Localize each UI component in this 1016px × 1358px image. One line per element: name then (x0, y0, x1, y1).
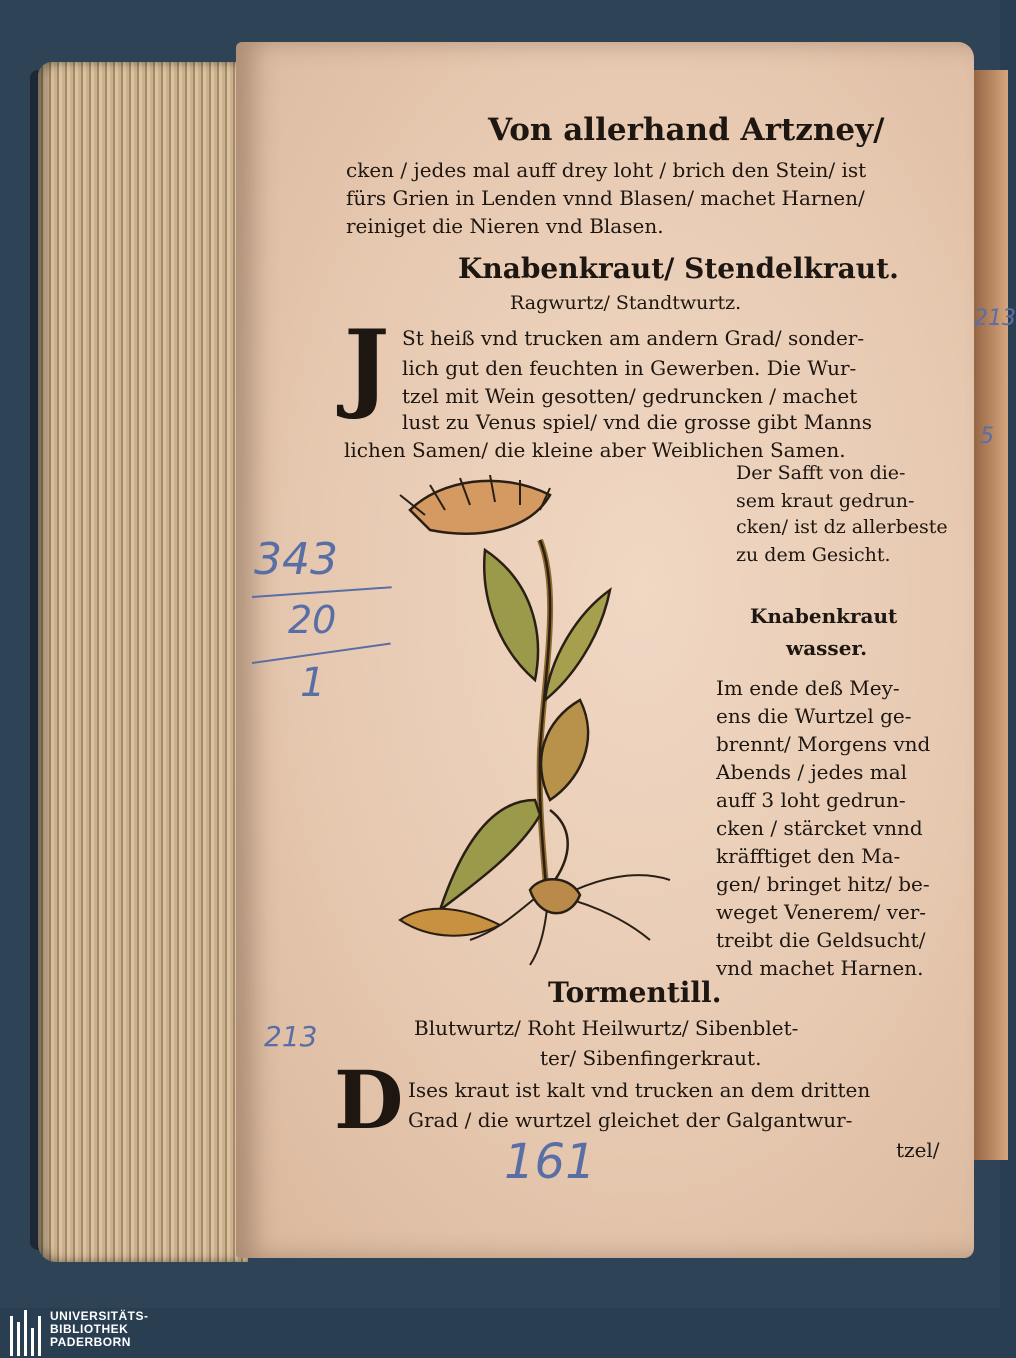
pencil-folio-number: 161 (504, 1134, 596, 1190)
body-line: Grad / die wurtzel gleichet der Galgantwur- (408, 1108, 853, 1132)
facing-page-mark: 213 (974, 306, 1016, 331)
body-line: gen/ bringet hitz/ be- (716, 872, 930, 896)
intro-line: cken / jedes mal auff drey loht / brich den Stein/ ist (346, 158, 867, 182)
section-subtitle: Blutwurtz/ Roht Heilwurtz/ Sibenblet- (414, 1016, 799, 1040)
facing-page-mark: 5 (980, 424, 994, 449)
library-name-line3: PADERBORN (50, 1335, 131, 1349)
body-line: brennt/ Morgens vnd (716, 732, 931, 756)
section-title-knabenkraut: Knabenkraut/ Stendelkraut. (458, 252, 899, 285)
body-line: tzel/ (896, 1138, 940, 1162)
body-line: lichen Samen/ die kleine aber Weiblichen Samen. (344, 438, 846, 462)
plant-woodcut-illustration (370, 470, 690, 970)
body-line: weget Venerem/ ver- (716, 900, 927, 924)
intro-line: reiniget die Nieren vnd Blasen. (346, 214, 664, 238)
library-name-line1: UNIVERSITÄTS- (50, 1309, 149, 1323)
body-line: lich gut den feuchten in Gewerben. Die Wur- (402, 356, 857, 380)
section-subtitle: ter/ Sibenfingerkraut. (540, 1046, 762, 1070)
library-name-line2: BIBLIOTHEK (50, 1322, 129, 1336)
section-subtitle: Ragwurtz/ Standtwurtz. (510, 292, 742, 314)
running-heading: Von allerhand Artzney/ (488, 112, 885, 148)
page-stack-edge (38, 62, 248, 1262)
facing-page-edge (968, 70, 1008, 1160)
pencil-mark-bottom: 1 (300, 660, 326, 706)
body-line: Ises kraut ist kalt vnd trucken an dem dritten (408, 1078, 871, 1102)
body-line: ens die Wurtzel ge- (716, 704, 912, 728)
side-line: sem kraut gedrun- (736, 490, 915, 512)
body-line: cken / stärcket vnnd (716, 816, 923, 840)
body-line: Abends / jedes mal (716, 760, 908, 784)
library-logo-icon (8, 1310, 44, 1356)
body-line: treibt die Geldsucht/ (716, 928, 926, 952)
pencil-number-middle: 20 (288, 598, 337, 642)
section-title-knabenkraut-wasser: Knabenkraut (750, 604, 898, 628)
body-line: St heiß vnd trucken am andern Grad/ sonder- (402, 326, 865, 350)
section-title-knabenkraut-wasser: wasser. (786, 636, 868, 660)
intro-line: fürs Grien in Lenden vnnd Blasen/ machet Harnen/ (346, 186, 865, 210)
drop-cap-j: J (344, 309, 390, 422)
body-line: vnd machet Harnen. (716, 956, 924, 980)
footer-bar (0, 1308, 1000, 1358)
side-line: Der Safft von die- (736, 462, 906, 484)
body-line: Im ende deß Mey- (716, 676, 900, 700)
body-line: kräfftiget den Ma- (716, 844, 901, 868)
body-line: auff 3 loht gedrun- (716, 788, 906, 812)
pencil-number-top: 343 (254, 534, 338, 585)
side-line: cken/ ist dz allerbeste (736, 516, 948, 538)
section-title-tormentill: Tormentill. (548, 976, 722, 1009)
drop-cap-d: D (334, 1053, 404, 1147)
body-line: lust zu Venus spiel/ vnd die grosse gibt Manns (402, 410, 873, 434)
side-line: zu dem Gesicht. (736, 544, 891, 566)
body-line: tzel mit Wein gesotten/ gedruncken / machet (402, 384, 858, 408)
pencil-number-lower: 213 (264, 1020, 318, 1053)
